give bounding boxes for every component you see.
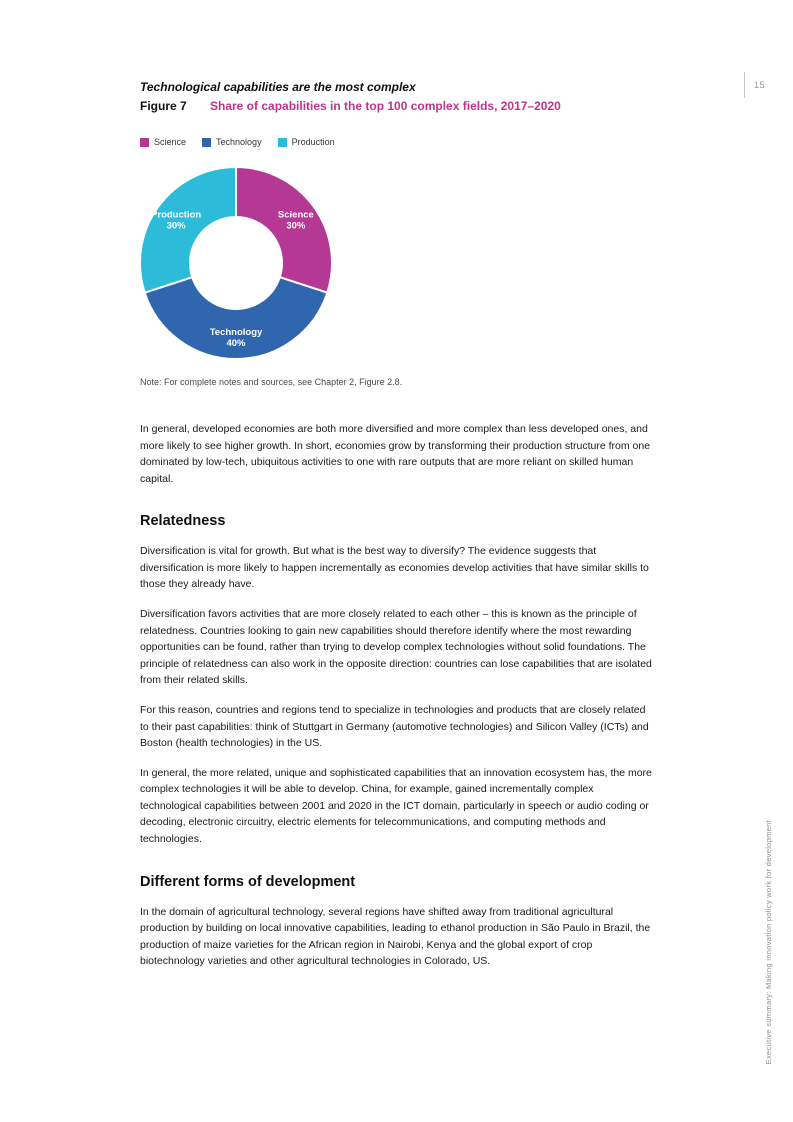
figure-kicker: Technological capabilities are the most complex <box>140 80 416 94</box>
figure-note: Note: For complete notes and sources, see Chapter 2, Figure 2.8. <box>140 377 403 387</box>
section-heading-different-forms: Different forms of development <box>140 873 356 890</box>
slice-label-science: Science 30% <box>277 209 314 232</box>
chart-legend <box>140 137 656 147</box>
side-running-title: Executive summary: Making innovation policy work for development <box>764 819 773 1064</box>
page-number: 15 <box>753 80 765 90</box>
body-paragraph: Diversification favors activities that are more closely related to each other – this is known as the principle of relatedness. Countries looking to gain new capabilities should therefore identify where the most rewarding opportunities can be found, rather than trying to develop complex technologies without solid foundations. The principle of relatedness can also work in the opposite direction: countries can lose capabilities that are isolated from their related skills. <box>140 608 652 687</box>
page-number-rule <box>744 72 745 98</box>
donut-chart-svg <box>136 163 336 363</box>
legend-label-production: Production <box>291 137 335 147</box>
body-paragraph: For this reason, countries and regions tend to specialize in technologies and products that are closely related to their past capabilities: think of Stuttgart in Germany (automotive technologies) and Silicon Valley (ICTs) and Boston (health technologies) in the US. <box>140 703 649 750</box>
legend-swatch-production <box>278 138 287 147</box>
slice-label-technology: Technology 40% <box>209 327 263 349</box>
legend-item-production <box>278 137 335 147</box>
legend-item-science <box>140 137 186 147</box>
donut-slice-production <box>140 167 236 293</box>
figure-caption-row <box>140 99 656 113</box>
legend-label-science: Science <box>154 137 187 147</box>
body-paragraph: In general, the more related, unique and sophisticated capabilities that an innovation ecosystem has, the more complex technologies it will be able to develop. China, for example, gained incrementally complex technological capabilities between 2001 and 2020 in the ICT domain, particularly in speech or audio coding or decoding, electronic circuitry, electric elements for telecommunications, and computing methods and technologies. <box>140 766 652 845</box>
page-number-block <box>744 72 765 98</box>
donut-chart <box>136 163 336 363</box>
legend-item-technology <box>202 137 262 147</box>
donut-slice-science <box>236 167 332 293</box>
figure-title: Share of capabilities in the top 100 complex fields, 2017–2020 <box>210 99 561 113</box>
legend-swatch-technology <box>202 138 211 147</box>
body-paragraph: In general, developed economies are both more diversified and more complex than less developed ones, and more likely to see higher growth. In short, economies grow by transforming their production structure from one dominated by low-tech, ubiquitous activities to one with rare outputs that are more reliant on skilled human capital. <box>140 423 651 485</box>
legend-label-technology: Technology <box>216 137 262 147</box>
section-heading-relatedness: Relatedness <box>140 513 226 530</box>
body-text <box>140 421 656 970</box>
body-paragraph: Diversification is vital for growth. But what is the best way to diversify? The evidence suggests that diversification is more likely to happen incrementally as economies develop activities that have similar skills to those they already have. <box>140 545 649 591</box>
slice-label-production: Production 30% <box>151 209 202 232</box>
content-column <box>140 80 656 983</box>
figure-label: Figure 7 <box>140 99 187 113</box>
legend-swatch-science <box>140 138 149 147</box>
body-paragraph: In the domain of agricultural technology, several regions have shifted away from traditional agricultural production by building on local innovative capabilities, leading to ethanol production in São Paulo in Brazil, the production of maize varieties for the African region in Nairobi, Kenya and the global export of crop biotechnology varieties and other agricultural technologies in Colorado, US. <box>140 905 651 968</box>
